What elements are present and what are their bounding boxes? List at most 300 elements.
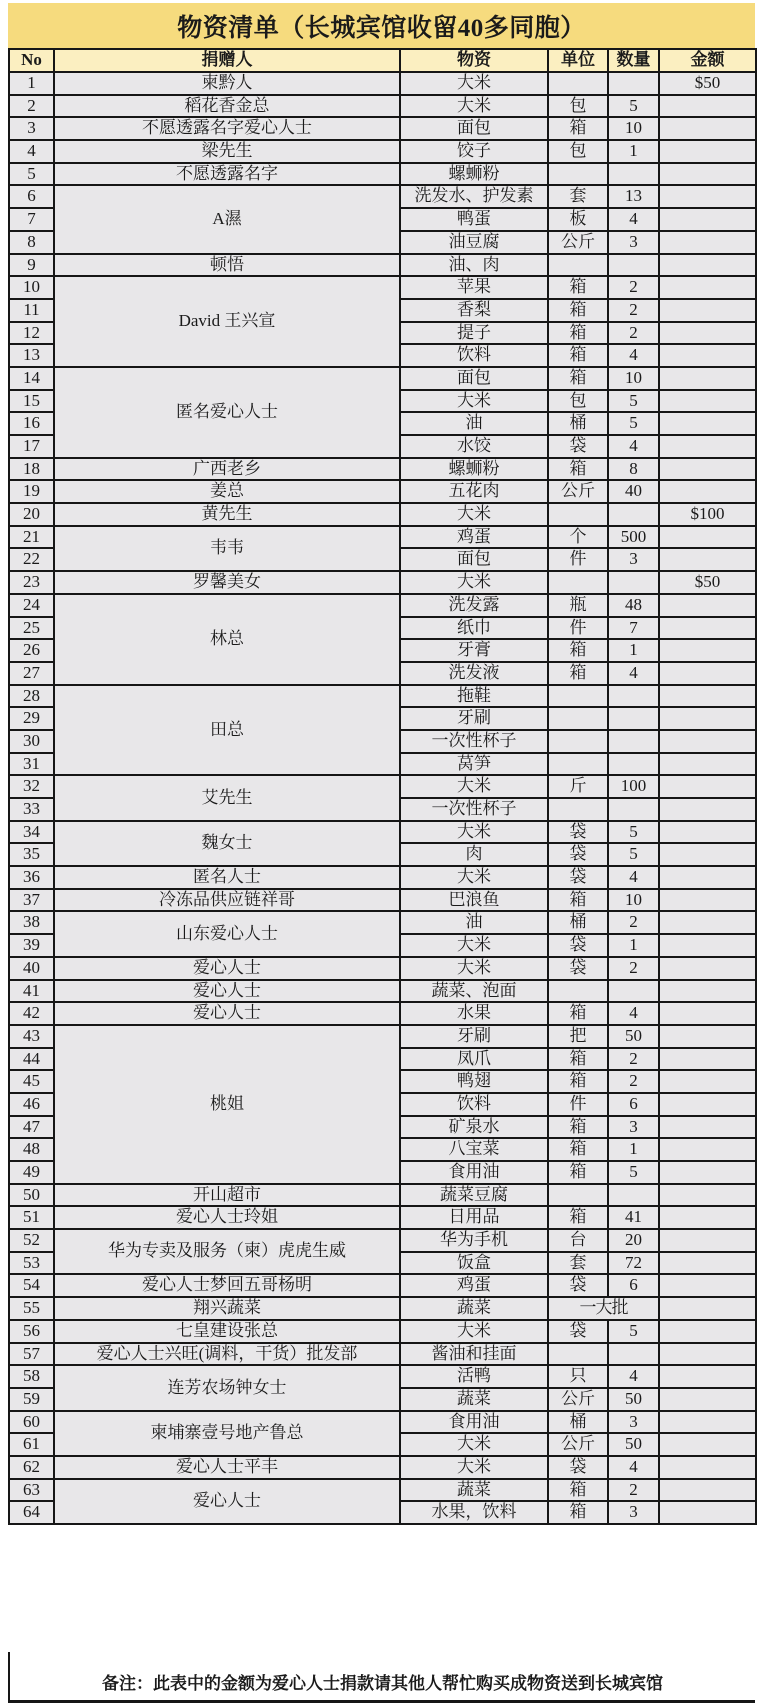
cell-item: 五花肉 [400, 480, 548, 503]
cell-item: 纸巾 [400, 617, 548, 640]
cell-donor: 连芳农场钟女士 [54, 1365, 400, 1410]
cell-qty: 4 [608, 208, 659, 231]
cell-item: 鸡蛋 [400, 526, 548, 549]
cell-qty [608, 707, 659, 730]
cell-qty [608, 571, 659, 594]
cell-unit: 个 [548, 526, 608, 549]
cell-amount [659, 685, 756, 708]
cell-donor: 爱心人士玲姐 [54, 1206, 400, 1229]
cell-unit: 套 [548, 185, 608, 208]
cell-qty [608, 1343, 659, 1366]
cell-item: 香梨 [400, 299, 548, 322]
cell-no: 8 [9, 231, 54, 254]
cell-no: 55 [9, 1297, 54, 1320]
cell-amount [659, 322, 756, 345]
cell-item: 大米 [400, 866, 548, 889]
table-row [9, 1002, 756, 1025]
cell-donor: 顿悟 [54, 254, 400, 277]
cell-amount [659, 821, 756, 844]
cell-amount [659, 1025, 756, 1048]
cell-unit: 袋 [548, 435, 608, 458]
cell-item: 牙刷 [400, 707, 548, 730]
cell-unit: 桶 [548, 412, 608, 435]
cell-no: 37 [9, 889, 54, 912]
cell-item: 大米 [400, 390, 548, 413]
table-row [9, 821, 756, 844]
cell-unit: 板 [548, 208, 608, 231]
cell-qty [608, 685, 659, 708]
cell-donor: 柬埔寨壹号地产鲁总 [54, 1411, 400, 1456]
cell-no: 10 [9, 276, 54, 299]
cell-unit: 箱 [548, 1501, 608, 1524]
table-row [9, 957, 756, 980]
cell-item: 肉 [400, 843, 548, 866]
cell-item: 巴浪鱼 [400, 889, 548, 912]
cell-unit: 袋 [548, 957, 608, 980]
supplies-table [8, 48, 757, 1525]
cell-unit: 袋 [548, 1320, 608, 1343]
cell-amount [659, 662, 756, 685]
cell-amount [659, 254, 756, 277]
cell-no: 39 [9, 934, 54, 957]
cell-qty: 4 [608, 435, 659, 458]
cell-unit: 袋 [548, 1456, 608, 1479]
cell-no: 9 [9, 254, 54, 277]
cell-no: 24 [9, 594, 54, 617]
cell-no: 15 [9, 390, 54, 413]
cell-amount [659, 548, 756, 571]
cell-unit: 袋 [548, 934, 608, 957]
cell-unit: 箱 [548, 1002, 608, 1025]
cell-qty: 1 [608, 140, 659, 163]
table-row [9, 571, 756, 594]
cell-donor: 山东爱心人士 [54, 911, 400, 956]
cell-amount [659, 730, 756, 753]
cell-qty [608, 753, 659, 776]
cell-item: 油 [400, 911, 548, 934]
cell-donor: 姜总 [54, 480, 400, 503]
cell-amount [659, 117, 756, 140]
cell-amount [659, 594, 756, 617]
cell-qty: 3 [608, 548, 659, 571]
table-row [9, 72, 756, 95]
cell-item: 鸡蛋 [400, 1274, 548, 1297]
cell-unit [548, 254, 608, 277]
cell-no: 19 [9, 480, 54, 503]
cell-item: 一次性杯子 [400, 798, 548, 821]
cell-item: 面包 [400, 117, 548, 140]
cell-donor: 华为专卖及服务（柬）虎虎生威 [54, 1229, 400, 1274]
cell-qty: 3 [608, 1501, 659, 1524]
cell-amount: $50 [659, 571, 756, 594]
cell-no: 7 [9, 208, 54, 231]
table-row [9, 480, 756, 503]
cell-unit: 箱 [548, 1206, 608, 1229]
cell-amount [659, 1070, 756, 1093]
cell-qty [608, 730, 659, 753]
table-row [9, 775, 756, 798]
cell-qty: 4 [608, 1456, 659, 1479]
cell-qty: 2 [608, 1070, 659, 1093]
cell-amount [659, 1093, 756, 1116]
cell-item: 苹果 [400, 276, 548, 299]
table-row [9, 1025, 756, 1048]
col-header-item: 物资 [400, 49, 548, 72]
cell-no: 13 [9, 344, 54, 367]
cell-amount [659, 798, 756, 821]
cell-amount [659, 866, 756, 889]
cell-item: 大米 [400, 775, 548, 798]
cell-amount [659, 526, 756, 549]
cell-qty: 50 [608, 1388, 659, 1411]
cell-item: 饭盒 [400, 1252, 548, 1275]
cell-qty [608, 163, 659, 186]
cell-item: 一次性杯子 [400, 730, 548, 753]
cell-qty: 7 [608, 617, 659, 640]
cell-donor: 不愿透露名字 [54, 163, 400, 186]
cell-item: 蔬菜 [400, 1297, 548, 1320]
cell-unit: 箱 [548, 1138, 608, 1161]
cell-no: 48 [9, 1138, 54, 1161]
cell-item: 牙膏 [400, 639, 548, 662]
cell-qty [608, 1184, 659, 1207]
cell-amount [659, 458, 756, 481]
cell-no: 46 [9, 1093, 54, 1116]
cell-amount [659, 231, 756, 254]
cell-unit: 箱 [548, 276, 608, 299]
cell-no: 42 [9, 1002, 54, 1025]
cell-qty: 2 [608, 276, 659, 299]
cell-amount [659, 1297, 756, 1320]
table-row [9, 163, 756, 186]
cell-amount [659, 276, 756, 299]
cell-qty: 4 [608, 1365, 659, 1388]
cell-unit: 只 [548, 1365, 608, 1388]
table-row [9, 254, 756, 277]
cell-qty: 8 [608, 458, 659, 481]
cell-amount [659, 95, 756, 118]
cell-unit [548, 1184, 608, 1207]
cell-unit: 公斤 [548, 480, 608, 503]
footer [8, 1652, 755, 1703]
cell-donor: 不愿透露名字爱心人士 [54, 117, 400, 140]
cell-donor: 爱心人士 [54, 980, 400, 1003]
cell-item: 鸭翅 [400, 1070, 548, 1093]
cell-item: 饺子 [400, 140, 548, 163]
cell-item: 螺蛳粉 [400, 458, 548, 481]
cell-no: 50 [9, 1184, 54, 1207]
cell-unit-qty: 一大批 [548, 1297, 659, 1320]
cell-unit [548, 798, 608, 821]
table-row [9, 95, 756, 118]
cell-amount [659, 980, 756, 1003]
cell-donor: 艾先生 [54, 775, 400, 820]
cell-donor: 韦韦 [54, 526, 400, 571]
table-row [9, 1479, 756, 1502]
cell-amount [659, 1456, 756, 1479]
cell-amount [659, 299, 756, 322]
col-header-donor: 捐赠人 [54, 49, 400, 72]
table-row [9, 140, 756, 163]
cell-amount [659, 934, 756, 957]
cell-no: 27 [9, 662, 54, 685]
table-row [9, 526, 756, 549]
cell-no: 33 [9, 798, 54, 821]
cell-qty [608, 980, 659, 1003]
cell-donor: 田总 [54, 685, 400, 776]
cell-amount [659, 843, 756, 866]
cell-no: 21 [9, 526, 54, 549]
cell-qty: 6 [608, 1093, 659, 1116]
cell-qty: 6 [608, 1274, 659, 1297]
table-row [9, 1456, 756, 1479]
table-row [9, 980, 756, 1003]
cell-no: 57 [9, 1343, 54, 1366]
cell-donor: David 王兴宣 [54, 276, 400, 367]
cell-no: 44 [9, 1048, 54, 1071]
table-row [9, 911, 756, 934]
cell-unit: 箱 [548, 1479, 608, 1502]
table-row [9, 685, 756, 708]
cell-amount [659, 1343, 756, 1366]
cell-unit [548, 730, 608, 753]
cell-no: 26 [9, 639, 54, 662]
cell-donor: 林总 [54, 594, 400, 685]
cell-qty: 3 [608, 1116, 659, 1139]
cell-qty: 72 [608, 1252, 659, 1275]
cell-unit: 箱 [548, 458, 608, 481]
cell-amount [659, 1320, 756, 1343]
table-row [9, 367, 756, 390]
cell-amount [659, 163, 756, 186]
cell-amount [659, 1048, 756, 1071]
cell-amount [659, 1388, 756, 1411]
cell-no: 56 [9, 1320, 54, 1343]
cell-amount [659, 1433, 756, 1456]
cell-no: 38 [9, 911, 54, 934]
cell-no: 49 [9, 1161, 54, 1184]
cell-no: 20 [9, 503, 54, 526]
cell-no: 6 [9, 185, 54, 208]
cell-donor: 七皇建设张总 [54, 1320, 400, 1343]
cell-unit: 公斤 [548, 231, 608, 254]
cell-item: 大米 [400, 95, 548, 118]
cell-item: 蔬菜 [400, 1388, 548, 1411]
cell-unit: 桶 [548, 1411, 608, 1434]
table-row [9, 276, 756, 299]
cell-unit: 桶 [548, 911, 608, 934]
cell-amount [659, 1002, 756, 1025]
table-row [9, 503, 756, 526]
cell-amount [659, 140, 756, 163]
table-row [9, 185, 756, 208]
cell-qty: 4 [608, 662, 659, 685]
cell-qty: 2 [608, 957, 659, 980]
cell-item: 蔬菜、泡面 [400, 980, 548, 1003]
cell-item: 华为手机 [400, 1229, 548, 1252]
cell-qty: 3 [608, 1411, 659, 1434]
table-row [9, 1411, 756, 1434]
cell-unit: 箱 [548, 1116, 608, 1139]
cell-donor: 爱心人士兴旺(调料，干货）批发部 [54, 1343, 400, 1366]
table-row [9, 117, 756, 140]
cell-qty: 10 [608, 367, 659, 390]
cell-no: 23 [9, 571, 54, 594]
cell-no: 63 [9, 1479, 54, 1502]
cell-item: 水饺 [400, 435, 548, 458]
cell-no: 2 [9, 95, 54, 118]
cell-qty: 4 [608, 866, 659, 889]
cell-unit: 包 [548, 140, 608, 163]
cell-qty [608, 254, 659, 277]
cell-no: 58 [9, 1365, 54, 1388]
cell-qty: 5 [608, 390, 659, 413]
cell-amount [659, 1116, 756, 1139]
col-header-no: No [9, 49, 54, 72]
table-row [9, 1184, 756, 1207]
table-row [9, 1297, 756, 1320]
cell-amount [659, 367, 756, 390]
cell-no: 52 [9, 1229, 54, 1252]
cell-qty: 5 [608, 1320, 659, 1343]
cell-donor: 爱心人士梦回五哥杨明 [54, 1274, 400, 1297]
table-row [9, 458, 756, 481]
footer-note: 备注：此表中的金额为爱心人士捐款请其他人帮忙购买成物资送到长城宾馆 [102, 1674, 663, 1693]
cell-amount [659, 707, 756, 730]
cell-donor: 翔兴蔬菜 [54, 1297, 400, 1320]
cell-donor: 罗馨美女 [54, 571, 400, 594]
cell-unit: 箱 [548, 322, 608, 345]
cell-no: 62 [9, 1456, 54, 1479]
cell-no: 35 [9, 843, 54, 866]
cell-item: 鸭蛋 [400, 208, 548, 231]
cell-unit: 件 [548, 617, 608, 640]
cell-no: 64 [9, 1501, 54, 1524]
cell-item: 水果，饮料 [400, 1501, 548, 1524]
cell-unit: 箱 [548, 1161, 608, 1184]
table-row [9, 1206, 756, 1229]
cell-donor: A濕 [54, 185, 400, 253]
cell-unit: 箱 [548, 367, 608, 390]
cell-amount [659, 480, 756, 503]
cell-amount: $100 [659, 503, 756, 526]
cell-no: 45 [9, 1070, 54, 1093]
cell-amount [659, 911, 756, 934]
cell-qty: 5 [608, 843, 659, 866]
table-row [9, 889, 756, 912]
cell-qty: 2 [608, 1048, 659, 1071]
cell-no: 51 [9, 1206, 54, 1229]
cell-qty: 1 [608, 1138, 659, 1161]
cell-donor: 匿名爱心人士 [54, 367, 400, 458]
cell-item: 活鸭 [400, 1365, 548, 1388]
cell-unit [548, 503, 608, 526]
cell-unit: 箱 [548, 889, 608, 912]
cell-no: 12 [9, 322, 54, 345]
cell-amount [659, 1138, 756, 1161]
cell-amount [659, 1274, 756, 1297]
cell-qty: 1 [608, 934, 659, 957]
cell-unit: 袋 [548, 1274, 608, 1297]
cell-qty: 100 [608, 775, 659, 798]
cell-unit: 箱 [548, 1070, 608, 1093]
cell-item: 大米 [400, 72, 548, 95]
cell-item: 酱油和挂面 [400, 1343, 548, 1366]
cell-qty [608, 72, 659, 95]
cell-amount [659, 889, 756, 912]
cell-unit: 箱 [548, 344, 608, 367]
cell-no: 5 [9, 163, 54, 186]
cell-qty: 50 [608, 1433, 659, 1456]
cell-qty [608, 503, 659, 526]
col-header-unit: 单位 [548, 49, 608, 72]
cell-item: 大米 [400, 503, 548, 526]
cell-amount [659, 435, 756, 458]
cell-donor: 冷冻品供应链祥哥 [54, 889, 400, 912]
table-row [9, 594, 756, 617]
cell-no: 31 [9, 753, 54, 776]
cell-unit [548, 163, 608, 186]
cell-donor: 爱心人士平丰 [54, 1456, 400, 1479]
cell-item: 蔬菜豆腐 [400, 1184, 548, 1207]
cell-item: 日用品 [400, 1206, 548, 1229]
cell-donor: 广西老乡 [54, 458, 400, 481]
cell-amount [659, 1365, 756, 1388]
table-row [9, 1274, 756, 1297]
cell-qty: 4 [608, 344, 659, 367]
cell-item: 提子 [400, 322, 548, 345]
cell-unit [548, 72, 608, 95]
cell-item: 面包 [400, 548, 548, 571]
cell-item: 矿泉水 [400, 1116, 548, 1139]
cell-unit: 瓶 [548, 594, 608, 617]
cell-item: 螺蛳粉 [400, 163, 548, 186]
cell-unit: 箱 [548, 1048, 608, 1071]
cell-item: 水果 [400, 1002, 548, 1025]
cell-no: 4 [9, 140, 54, 163]
cell-amount [659, 1206, 756, 1229]
cell-amount [659, 344, 756, 367]
cell-amount [659, 639, 756, 662]
cell-amount [659, 1479, 756, 1502]
page-title: 物资清单（长城宾馆收留40多同胞） [8, 3, 755, 48]
cell-donor: 桃姐 [54, 1025, 400, 1184]
cell-unit: 箱 [548, 117, 608, 140]
cell-amount [659, 957, 756, 980]
cell-unit: 袋 [548, 843, 608, 866]
cell-donor: 爱心人士 [54, 1479, 400, 1524]
cell-no: 61 [9, 1433, 54, 1456]
cell-qty: 50 [608, 1025, 659, 1048]
cell-item: 大米 [400, 957, 548, 980]
cell-qty: 3 [608, 231, 659, 254]
cell-unit: 袋 [548, 821, 608, 844]
cell-no: 18 [9, 458, 54, 481]
cell-no: 11 [9, 299, 54, 322]
cell-no: 14 [9, 367, 54, 390]
cell-unit: 公斤 [548, 1433, 608, 1456]
cell-qty: 2 [608, 1479, 659, 1502]
table-header [9, 49, 756, 72]
cell-unit: 件 [548, 548, 608, 571]
col-header-amount: 金额 [659, 49, 756, 72]
cell-qty: 5 [608, 1161, 659, 1184]
cell-amount [659, 412, 756, 435]
cell-amount [659, 1252, 756, 1275]
cell-qty: 13 [608, 185, 659, 208]
cell-donor: 开山超市 [54, 1184, 400, 1207]
cell-no: 29 [9, 707, 54, 730]
